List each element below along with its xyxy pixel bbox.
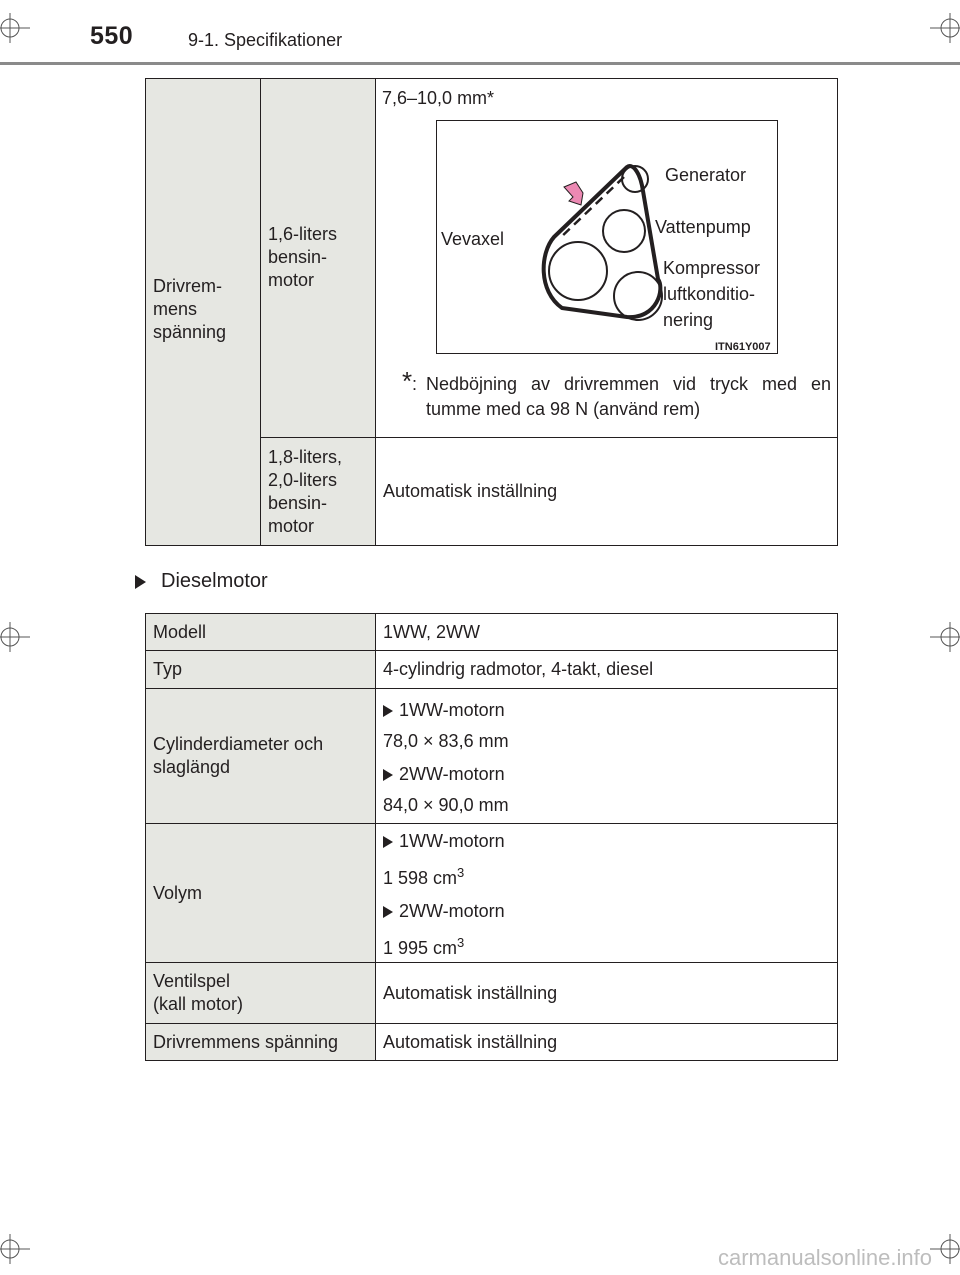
table-row <box>146 689 838 824</box>
triangle-bullet-icon <box>135 575 146 589</box>
table-row <box>146 1024 838 1061</box>
crop-mark-mid-right <box>930 622 960 652</box>
cylinder-model-2: 2WW-motorn <box>399 764 505 784</box>
compressor-pulley <box>614 272 662 320</box>
footnote-star: * <box>402 366 413 396</box>
crop-mark-mid-left <box>0 622 30 652</box>
engine-16-label: 1,6-liters bensin- motor <box>261 79 376 438</box>
modell-value: 1WW, 2WW <box>376 614 838 651</box>
list-item <box>383 900 830 923</box>
cylinder-model-1: 1WW-motorn <box>399 700 505 720</box>
belt-deflection-value: 7,6–10,0 mm* <box>382 88 495 108</box>
footnote-colon: : <box>412 374 418 394</box>
volym-value-2 <box>383 931 830 960</box>
cylinder-value-cell <box>376 689 838 824</box>
diesel-heading-text: Dieselmotor <box>161 570 268 592</box>
table-row <box>146 651 838 689</box>
water-pump-pulley <box>603 210 645 252</box>
section-title: 9-1. Specifikationer <box>188 30 343 50</box>
modell-label: Modell <box>146 614 376 651</box>
footnote <box>402 366 831 422</box>
page-number: 550 <box>90 22 134 50</box>
label-generator: Generator <box>665 165 747 185</box>
belt-diagram <box>436 120 778 354</box>
drivrem-value: Automatisk inställning <box>376 1024 838 1061</box>
table-row <box>146 614 838 651</box>
crankshaft-pulley <box>549 242 607 300</box>
engine-18-20-value: Automatisk inställning <box>376 438 838 546</box>
volym-label: Volym <box>146 824 376 963</box>
belt-tension-label: Drivrem- mens spänning <box>146 79 261 546</box>
label-vevaxel: Vevaxel <box>441 229 505 249</box>
diesel-heading <box>135 570 268 593</box>
label-vattenpump: Vattenpump <box>655 217 751 237</box>
triangle-bullet-icon <box>383 769 393 781</box>
table-row <box>146 824 838 963</box>
list-item <box>383 763 830 786</box>
drivrem-label: Drivremmens spänning <box>146 1024 376 1061</box>
volym-number-1: 1 598 cm <box>383 868 458 888</box>
press-arrow <box>564 182 583 205</box>
diesel-spec-table <box>145 613 838 1061</box>
header-rule <box>0 62 960 65</box>
belt-tension-value-cell <box>376 79 838 438</box>
volym-sup-1: 3 <box>457 865 465 880</box>
crop-mark-bottom-right <box>930 1234 960 1264</box>
triangle-bullet-icon <box>383 906 393 918</box>
triangle-bullet-icon <box>383 836 393 848</box>
volym-model-1: 1WW-motorn <box>399 831 505 851</box>
typ-value: 4-cylindrig radmotor, 4-takt, diesel <box>376 651 838 689</box>
list-item <box>383 830 830 853</box>
ventil-value: Automatisk inställning <box>376 963 838 1024</box>
volym-value-cell <box>376 824 838 963</box>
ventil-label: Ventilspel (kall motor) <box>146 963 376 1024</box>
volym-value-1 <box>383 861 830 890</box>
list-item <box>383 699 830 722</box>
triangle-bullet-icon <box>383 705 393 717</box>
table-row <box>146 963 838 1024</box>
volym-number-2: 1 995 cm <box>383 938 458 958</box>
cylinder-value-1: 78,0 × 83,6 mm <box>383 731 509 751</box>
cylinder-value-2: 84,0 × 90,0 mm <box>383 795 509 815</box>
watermark: carmanualsonline.info <box>717 1245 932 1270</box>
belt-tension-table <box>145 78 838 546</box>
engine-18-20-label: 1,8-liters, 2,0-liters bensin- motor <box>261 438 376 546</box>
crop-mark-bottom-left <box>0 1234 30 1264</box>
volym-sup-2: 3 <box>457 935 465 950</box>
label-kompressor: Kompressor luftkonditio- nering <box>663 258 761 330</box>
cylinder-label: Cylinderdiameter och slaglängd <box>146 689 376 824</box>
typ-label: Typ <box>146 651 376 689</box>
page-header <box>0 0 960 70</box>
footnote-text: Nedböjning av drivremmen vid tryck med en tumme med ca 98 N (använd rem) <box>426 374 831 419</box>
volym-model-2: 2WW-motorn <box>399 901 505 921</box>
diagram-code: ITN61Y007 <box>715 341 771 353</box>
